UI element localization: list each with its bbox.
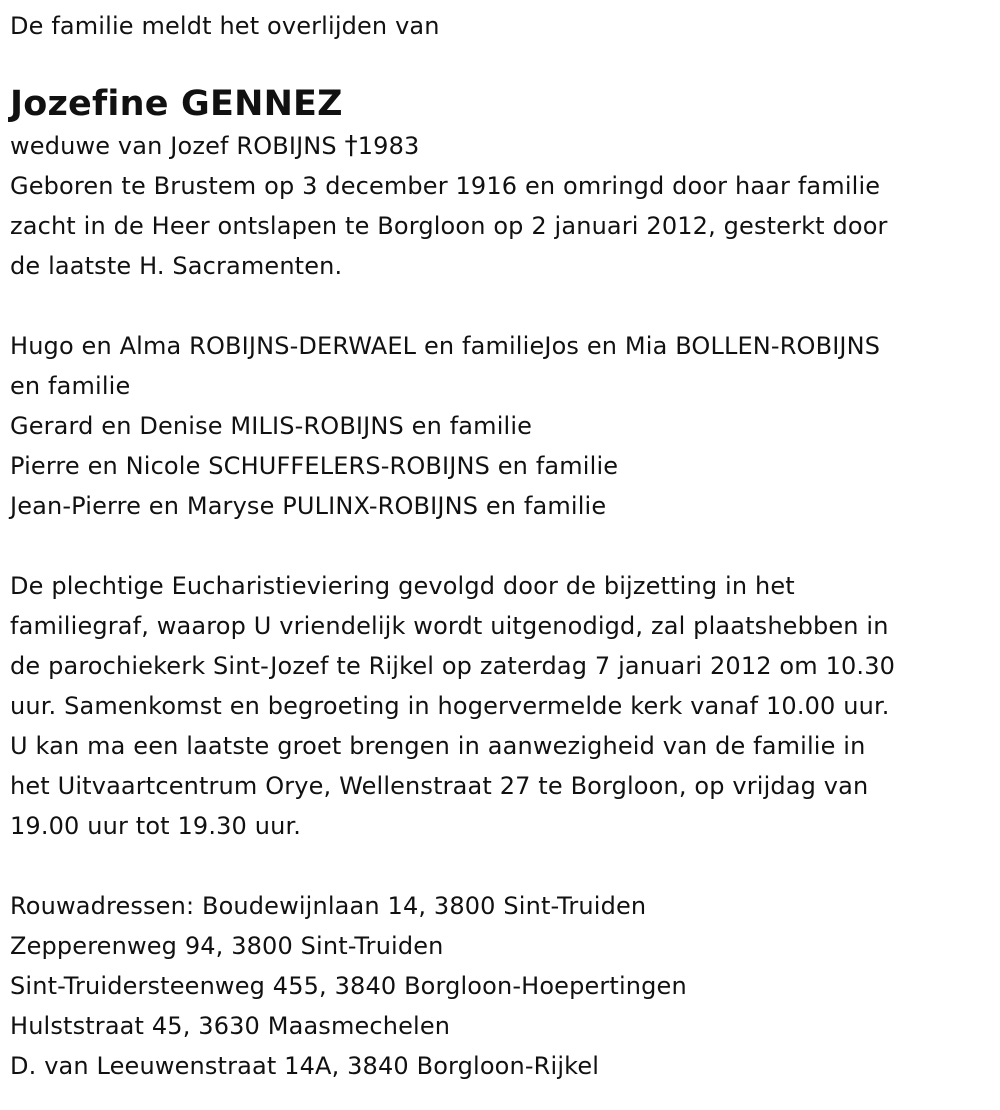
ceremony-line: familiegraf, waarop U vriendelijk wordt uitgenodigd, zal plaatshebben in [10, 612, 889, 640]
family-line: Jean-Pierre en Maryse PULINX-ROBIJNS en familie [10, 492, 607, 520]
birth-death-line: Geboren te Brustem op 3 december 1916 en omringd door haar familie [10, 172, 881, 200]
mourning-addresses [10, 886, 990, 1086]
ceremony-line: de parochiekerk Sint-Jozef te Rijkel op zaterdag 7 januari 2012 om 10.30 [10, 652, 896, 680]
personal-details [10, 126, 990, 286]
address-line: Rouwadressen: Boudewijnlaan 14, 3800 Sint-Truiden [10, 892, 647, 920]
family-line: Hugo en Alma ROBIJNS-DERWAEL en familieJos en Mia BOLLEN-ROBIJNS [10, 332, 881, 360]
ceremony-line: De plechtige Eucharistieviering gevolgd door de bijzetting in het [10, 572, 795, 600]
birth-death-line: de laatste H. Sacramenten. [10, 252, 343, 280]
ceremony-line: het Uitvaartcentrum Orye, Wellenstraat 27 te Borgloon, op vrijdag van [10, 772, 869, 800]
deceased-name: Jozefine GENNEZ [10, 84, 343, 124]
family-line: Pierre en Nicole SCHUFFELERS-ROBIJNS en familie [10, 452, 619, 480]
address-line: Hulststraat 45, 3630 Maasmechelen [10, 1012, 451, 1040]
family-list [10, 326, 990, 526]
address-line: Zepperenweg 94, 3800 Sint-Truiden [10, 932, 444, 960]
ceremony-line: uur. Samenkomst en begroeting in hogervermelde kerk vanaf 10.00 uur. [10, 692, 890, 720]
address-line: D. van Leeuwenstraat 14A, 3840 Borgloon-Rijkel [10, 1052, 600, 1080]
ceremony-line: 19.00 uur tot 19.30 uur. [10, 812, 302, 840]
widow-line [10, 126, 990, 166]
widow-text: weduwe van Jozef ROBIJNS [10, 132, 345, 160]
death-notice [10, 0, 990, 1086]
ceremony-line: U kan ma een laatste groet brengen in aanwezigheid van de familie in [10, 732, 866, 760]
intro-text: De familie meldt het overlijden van [10, 12, 440, 40]
spouse-death-year: 1983 [357, 132, 420, 160]
ceremony-details [10, 566, 990, 846]
birth-death-line: zacht in de Heer ontslapen te Borgloon op 2 januari 2012, gesterkt door [10, 212, 888, 240]
address-line: Sint-Truidersteenweg 455, 3840 Borgloon-Hoepertingen [10, 972, 687, 1000]
family-line: Gerard en Denise MILIS-ROBIJNS en familie [10, 412, 533, 440]
cross-icon: † [344, 131, 358, 161]
family-line: en familie [10, 372, 131, 400]
